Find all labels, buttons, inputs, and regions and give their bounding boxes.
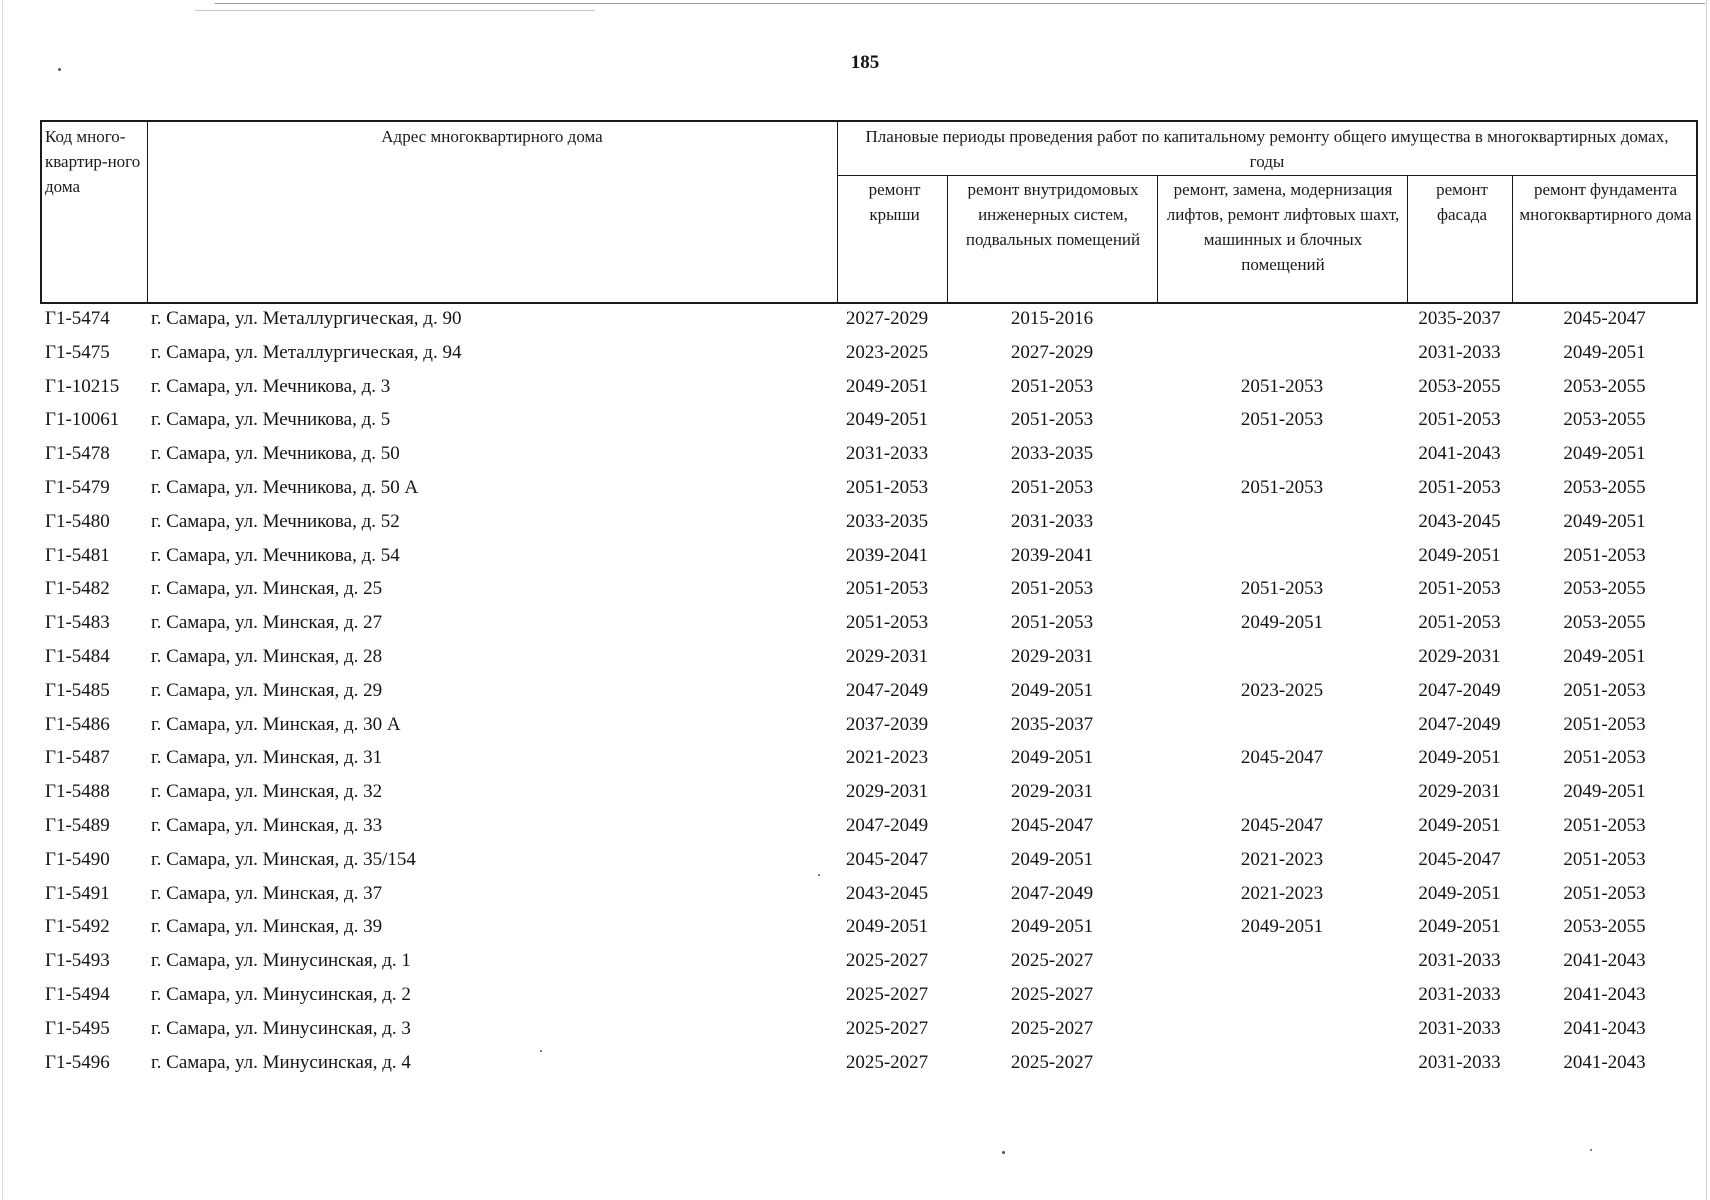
header-engineering: ремонт внутридомовых инженерных систем, подвальных помещений: [965, 180, 1141, 249]
header-foundation: ремонт фундамента многоквартирного дома: [1519, 180, 1692, 224]
row-foundation-period: 2053-2055: [1563, 578, 1646, 600]
row-roof-period: 2033-2035: [845, 510, 929, 532]
table-row: [40, 1014, 1700, 1048]
row-lifts-period: 2045-2047: [1240, 815, 1324, 836]
row-address: г. Самара, ул. Минская, д. 32: [151, 781, 383, 803]
row-roof-period: 2043-2045: [845, 882, 929, 904]
table-row: [40, 845, 1700, 879]
header-divider: [947, 176, 948, 302]
header-periods-group: Плановые периоды проведения работ по капитальному ремонту общего имущества в многоквартирных домах, годы: [865, 127, 1669, 171]
row-facade-period: 2047-2049: [1418, 679, 1501, 701]
scan-speck: [1002, 1151, 1005, 1154]
row-roof-period: 2047-2049: [845, 679, 929, 701]
row-lifts-period: 2051-2053: [1240, 409, 1324, 431]
row-address: г. Самара, ул. Минская, д. 25: [151, 578, 383, 600]
row-code: Г1-5490: [45, 848, 110, 870]
row-engineering-period: 2051-2053: [1010, 612, 1094, 634]
table-row: [40, 439, 1700, 473]
table-row: [40, 405, 1700, 439]
table-row: [40, 473, 1700, 507]
row-foundation-period: 2051-2053: [1563, 544, 1646, 566]
row-foundation-period: 2049-2051: [1563, 781, 1646, 803]
row-code: Г1-5484: [45, 646, 110, 667]
row-lifts-period: [1157, 946, 1407, 980]
row-foundation-period: 2053-2055: [1563, 612, 1646, 634]
left-page-edge: [2, 0, 3, 1200]
row-address: г. Самара, ул. Мечникова, д. 3: [151, 375, 391, 397]
row-roof-period: 2045-2047: [845, 848, 929, 870]
header-address: Адрес многоквартирного дома: [381, 127, 603, 146]
row-foundation-period: 2053-2055: [1563, 375, 1646, 397]
row-foundation-period: 2049-2051: [1563, 341, 1646, 363]
row-foundation-period: 2051-2053: [1563, 747, 1646, 769]
row-address: г. Самара, ул. Минская, д. 35/154: [151, 848, 416, 870]
row-lifts-period: 2045-2047: [1240, 747, 1324, 769]
row-lifts-period: 2023-2025: [1240, 679, 1324, 701]
row-lifts-period: [1157, 1014, 1407, 1048]
row-roof-period: 2051-2053: [845, 578, 929, 600]
row-code: Г1-5492: [45, 916, 110, 938]
row-lifts-period: [1157, 710, 1407, 744]
row-foundation-period: 2045-2047: [1563, 308, 1646, 329]
row-lifts-period: [1157, 541, 1407, 575]
row-code: Г1-5479: [45, 477, 110, 498]
table-row: [40, 676, 1700, 710]
row-address: г. Самара, ул. Минусинская, д. 4: [151, 1051, 411, 1073]
row-facade-period: 2045-2047: [1418, 848, 1501, 870]
header-divider: [837, 122, 838, 302]
header-divider: [837, 175, 1696, 176]
table-row: [40, 574, 1700, 608]
row-engineering-period: 2051-2053: [1010, 578, 1094, 600]
row-foundation-period: 2049-2051: [1563, 646, 1646, 667]
row-engineering-period: 2025-2027: [1010, 950, 1094, 972]
row-foundation-period: 2049-2051: [1563, 443, 1646, 465]
row-address: г. Самара, ул. Металлургическая, д. 90: [151, 308, 462, 329]
row-foundation-period: 2051-2053: [1563, 882, 1646, 904]
table-row: [40, 879, 1700, 913]
row-code: Г1-5481: [45, 544, 110, 566]
scan-speck: [58, 68, 61, 71]
table-row: [40, 338, 1700, 372]
row-facade-period: 2029-2031: [1418, 781, 1501, 803]
row-roof-period: 2031-2033: [845, 443, 929, 465]
row-address: г. Самара, ул. Минусинская, д. 3: [151, 1017, 411, 1039]
row-lifts-period: [1157, 507, 1407, 541]
header-lifts: ремонт, замена, модернизация лифтов, ремонт лифтовых шахт, машинных и блочных помещений: [1166, 180, 1400, 274]
row-foundation-period: 2053-2055: [1563, 916, 1646, 938]
row-address: г. Самара, ул. Мечникова, д. 54: [151, 544, 400, 566]
row-roof-period: 2039-2041: [845, 544, 929, 566]
row-lifts-period: 2051-2053: [1240, 578, 1324, 600]
row-facade-period: 2051-2053: [1418, 477, 1501, 498]
header-code: Код много-квартир-ного дома: [45, 127, 141, 196]
page-number: 185: [850, 52, 880, 73]
row-code: Г1-5487: [45, 747, 110, 769]
row-lifts-period: 2021-2023: [1240, 848, 1324, 870]
row-foundation-period: 2053-2055: [1563, 409, 1646, 431]
top-scan-line-secondary: [195, 10, 595, 11]
table-row: [40, 1048, 1700, 1082]
row-facade-period: 2049-2051: [1418, 815, 1501, 836]
row-engineering-period: 2049-2051: [1010, 679, 1094, 701]
row-foundation-period: 2041-2043: [1563, 1017, 1646, 1039]
row-roof-period: 2023-2025: [845, 341, 929, 363]
row-lifts-period: [1157, 304, 1407, 338]
row-roof-period: 2029-2031: [845, 781, 929, 803]
row-address: г. Самара, ул. Минская, д. 28: [151, 646, 383, 667]
row-engineering-period: 2029-2031: [1010, 781, 1094, 803]
row-facade-period: 2035-2037: [1418, 308, 1501, 329]
row-engineering-period: 2049-2051: [1010, 848, 1094, 870]
row-lifts-period: [1157, 777, 1407, 811]
table-row: [40, 743, 1700, 777]
row-engineering-period: 2051-2053: [1010, 409, 1094, 431]
row-engineering-period: 2035-2037: [1010, 713, 1094, 735]
row-code: Г1-5494: [45, 984, 110, 1005]
row-address: г. Самара, ул. Минская, д. 39: [151, 916, 383, 938]
header-divider: [1157, 176, 1158, 302]
row-facade-period: 2031-2033: [1418, 1017, 1501, 1039]
row-address: г. Самара, ул. Мечникова, д. 50 А: [151, 477, 419, 498]
row-lifts-period: [1157, 642, 1407, 676]
row-facade-period: 2031-2033: [1418, 1051, 1501, 1073]
row-address: г. Самара, ул. Минская, д. 33: [151, 815, 383, 836]
row-engineering-period: 2025-2027: [1010, 1017, 1094, 1039]
row-roof-period: 2047-2049: [845, 815, 929, 836]
row-foundation-period: 2049-2051: [1563, 510, 1646, 532]
row-roof-period: 2021-2023: [845, 747, 929, 769]
row-facade-period: 2051-2053: [1418, 578, 1501, 600]
row-engineering-period: 2031-2033: [1010, 510, 1094, 532]
row-facade-period: 2041-2043: [1418, 443, 1501, 465]
row-code: Г1-5491: [45, 882, 110, 904]
row-facade-period: 2049-2051: [1418, 882, 1501, 904]
right-page-edge: [1706, 0, 1707, 1200]
row-address: г. Самара, ул. Металлургическая, д. 94: [151, 341, 462, 363]
table-row: [40, 946, 1700, 980]
table-row: [40, 980, 1700, 1014]
row-foundation-period: 2041-2043: [1563, 984, 1646, 1005]
table-row: [40, 608, 1700, 642]
row-address: г. Самара, ул. Мечникова, д. 52: [151, 510, 400, 532]
row-roof-period: 2025-2027: [845, 1051, 929, 1073]
row-lifts-period: 2051-2053: [1240, 477, 1324, 498]
row-lifts-period: [1157, 980, 1407, 1014]
row-code: Г1-10215: [45, 375, 120, 397]
row-roof-period: 2037-2039: [845, 713, 929, 735]
row-roof-period: 2051-2053: [845, 612, 929, 634]
table-row: [40, 507, 1700, 541]
table-row: [40, 912, 1700, 946]
row-engineering-period: 2029-2031: [1010, 646, 1094, 667]
row-roof-period: 2027-2029: [845, 308, 929, 329]
row-lifts-period: 2051-2053: [1240, 375, 1324, 397]
table-row: [40, 811, 1700, 845]
table-row: [40, 304, 1700, 338]
row-foundation-period: 2051-2053: [1563, 815, 1646, 836]
row-address: г. Самара, ул. Минская, д. 37: [151, 882, 383, 904]
row-foundation-period: 2051-2053: [1563, 848, 1646, 870]
row-facade-period: 2043-2045: [1418, 510, 1501, 532]
row-lifts-period: [1157, 338, 1407, 372]
row-engineering-period: 2027-2029: [1010, 341, 1094, 363]
row-facade-period: 2049-2051: [1418, 916, 1501, 938]
row-address: г. Самара, ул. Минская, д. 29: [151, 679, 383, 701]
row-address: г. Самара, ул. Мечникова, д. 5: [151, 409, 391, 431]
row-roof-period: 2049-2051: [845, 375, 929, 397]
row-engineering-period: 2051-2053: [1010, 375, 1094, 397]
row-foundation-period: 2051-2053: [1563, 713, 1646, 735]
row-address: г. Самара, ул. Мечникова, д. 50: [151, 443, 400, 465]
row-facade-period: 2047-2049: [1418, 713, 1501, 735]
row-roof-period: 2049-2051: [845, 409, 929, 431]
row-engineering-period: 2051-2053: [1010, 477, 1094, 498]
scan-speck: [540, 1050, 542, 1052]
scan-speck: [818, 874, 820, 876]
row-roof-period: 2029-2031: [845, 646, 929, 667]
row-engineering-period: 2039-2041: [1010, 544, 1094, 566]
row-foundation-period: 2041-2043: [1563, 1051, 1646, 1073]
row-facade-period: 2031-2033: [1418, 950, 1501, 972]
row-facade-period: 2051-2053: [1418, 612, 1501, 634]
row-lifts-period: 2049-2051: [1240, 612, 1324, 634]
table-row: [40, 372, 1700, 406]
row-address: г. Самара, ул. Минская, д. 31: [151, 747, 383, 769]
table-header: [40, 120, 1698, 304]
header-divider: [147, 122, 148, 302]
row-code: Г1-5496: [45, 1051, 110, 1073]
row-roof-period: 2025-2027: [845, 950, 929, 972]
header-facade: ремонт фасада: [1436, 180, 1488, 224]
row-engineering-period: 2033-2035: [1010, 443, 1094, 465]
row-facade-period: 2051-2053: [1418, 409, 1501, 431]
row-address: г. Самара, ул. Минусинская, д. 2: [151, 984, 411, 1005]
row-code: Г1-5478: [45, 443, 110, 465]
row-code: Г1-5482: [45, 578, 110, 600]
row-roof-period: 2049-2051: [845, 916, 929, 938]
row-facade-period: 2053-2055: [1418, 375, 1501, 397]
row-roof-period: 2051-2053: [845, 477, 929, 498]
row-facade-period: 2049-2051: [1418, 747, 1501, 769]
header-roof: ремонт крыши: [868, 180, 921, 224]
row-code: Г1-5486: [45, 713, 110, 735]
row-roof-period: 2025-2027: [845, 984, 929, 1005]
row-code: Г1-5495: [45, 1017, 110, 1039]
top-scan-line: [215, 3, 1705, 4]
row-lifts-period: [1157, 1048, 1407, 1082]
row-code: Г1-5480: [45, 510, 110, 532]
row-code: Г1-5475: [45, 341, 110, 363]
row-address: г. Самара, ул. Минская, д. 30 А: [151, 713, 401, 735]
row-code: Г1-5488: [45, 781, 110, 803]
row-foundation-period: 2051-2053: [1563, 679, 1646, 701]
table-row: [40, 777, 1700, 811]
row-roof-period: 2025-2027: [845, 1017, 929, 1039]
scan-speck: [1590, 1149, 1592, 1151]
row-code: Г1-5493: [45, 950, 110, 972]
row-address: г. Самара, ул. Минусинская, д. 1: [151, 950, 411, 972]
table-row: [40, 710, 1700, 744]
row-facade-period: 2031-2033: [1418, 341, 1501, 363]
row-lifts-period: [1157, 439, 1407, 473]
row-engineering-period: 2049-2051: [1010, 916, 1094, 938]
row-lifts-period: 2049-2051: [1240, 916, 1324, 938]
row-code: Г1-5485: [45, 679, 110, 701]
row-engineering-period: 2049-2051: [1010, 747, 1094, 769]
row-engineering-period: 2025-2027: [1010, 984, 1094, 1005]
row-facade-period: 2031-2033: [1418, 984, 1501, 1005]
row-address: г. Самара, ул. Минская, д. 27: [151, 612, 383, 634]
row-foundation-period: 2053-2055: [1563, 477, 1646, 498]
row-code: Г1-5474: [45, 308, 110, 329]
row-engineering-period: 2045-2047: [1010, 815, 1094, 836]
row-engineering-period: 2025-2027: [1010, 1051, 1094, 1073]
row-code: Г1-5489: [45, 815, 110, 836]
row-lifts-period: 2021-2023: [1240, 882, 1324, 904]
row-foundation-period: 2041-2043: [1563, 950, 1646, 972]
row-engineering-period: 2015-2016: [1010, 308, 1094, 329]
header-divider: [1407, 176, 1408, 302]
row-code: Г1-5483: [45, 612, 110, 634]
row-facade-period: 2029-2031: [1418, 646, 1501, 667]
table-row: [40, 642, 1700, 676]
row-engineering-period: 2047-2049: [1010, 882, 1094, 904]
table-row: [40, 541, 1700, 575]
row-code: Г1-10061: [45, 409, 120, 431]
row-facade-period: 2049-2051: [1418, 544, 1501, 566]
